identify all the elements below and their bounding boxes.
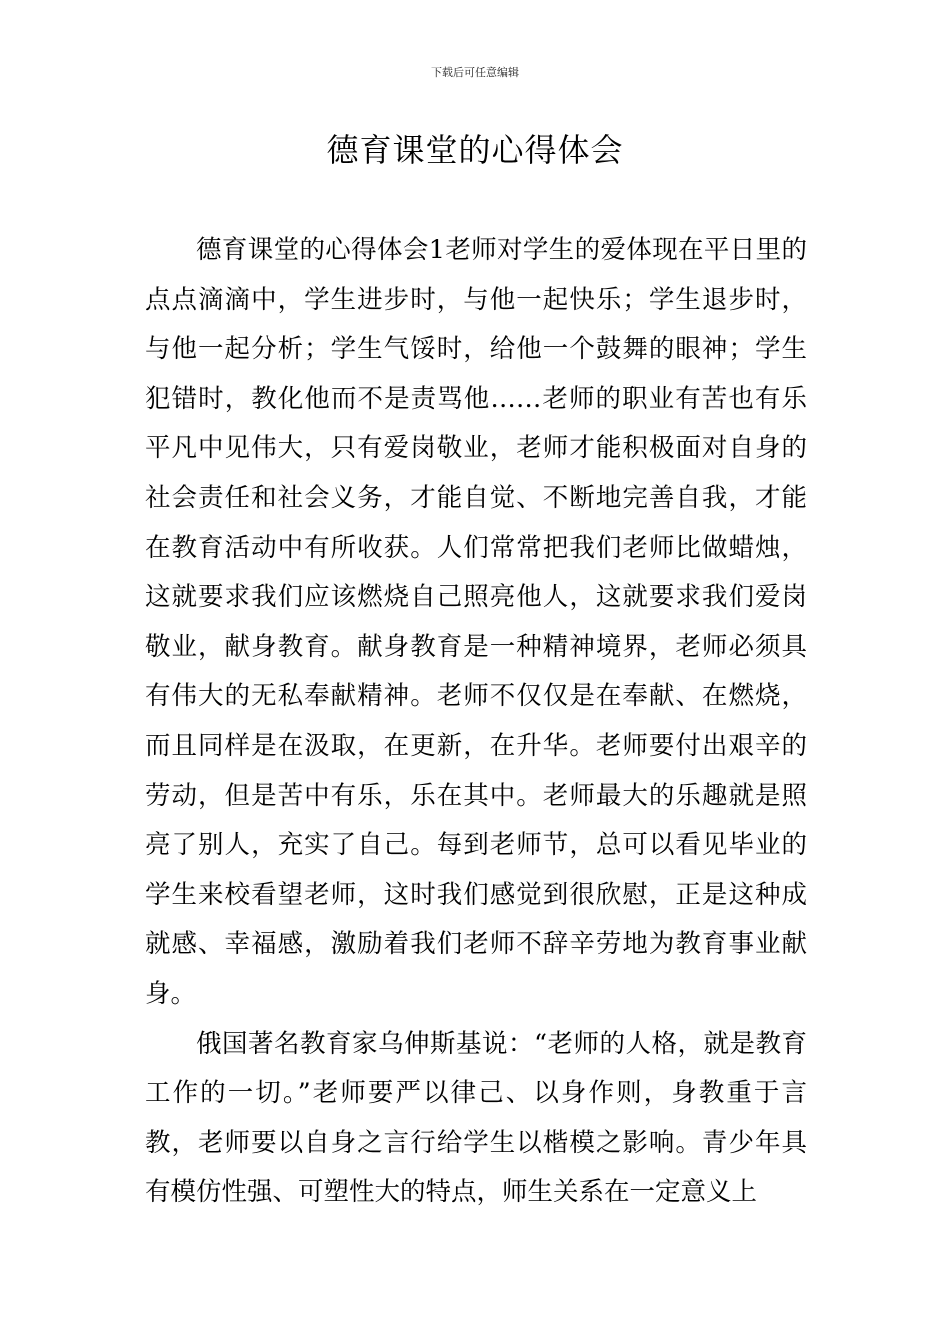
page-header-note: 下载后可任意编辑 xyxy=(431,66,519,79)
body-paragraph-2: 俄国著名教育家乌伸斯基说：“老师的人格，就是教育工作的一切。”老师要严以律己、以身作则，身教重于言教，老师要以自身之言行给学生以楷模之影响。青少年具有模仿性强、可塑性大的特点，师生关系在一定意义上 xyxy=(145,1028,807,1208)
body-paragraph-1: 德育课堂的心得体会1老师对学生的爱体现在平日里的点点滴滴中，学生进步时，与他一起快乐；学生退步时，与他一起分析；学生气馁时，给他一个鼓舞的眼神；学生犯错时，教化他而不是责骂他……老师的职业有苦也有乐平凡中见伟大，只有爱岗敬业，老师才能积极面对自身的社会责任和社会义务，才能自觉、不断地完善自我，才能在教育活动中有所收获。人们常常把我们老师比做蜡烛，这就要求我们应该燃烧自己照亮他人，这就要求我们爱岗敬业，献身教育。献身教育是一种精神境界，老师必须具有伟大的无私奉献精神。老师不仅仅是在奉献、在燃烧，而且同样是在汲取，在更新，在升华。老师要付出艰辛的劳动，但是苦中有乐，乐在其中。老师最大的乐趣就是照亮了别人，充实了自己。每到老师节，总可以看见毕业的学生来校看望老师，这时我们感觉到很欣慰，正是这种成就感、幸福感，激励着我们老师不辞辛劳地为教育事业献身。 xyxy=(145,235,807,1009)
document-title: 德育课堂的心得体会 xyxy=(326,131,624,169)
document-body xyxy=(145,226,807,1218)
